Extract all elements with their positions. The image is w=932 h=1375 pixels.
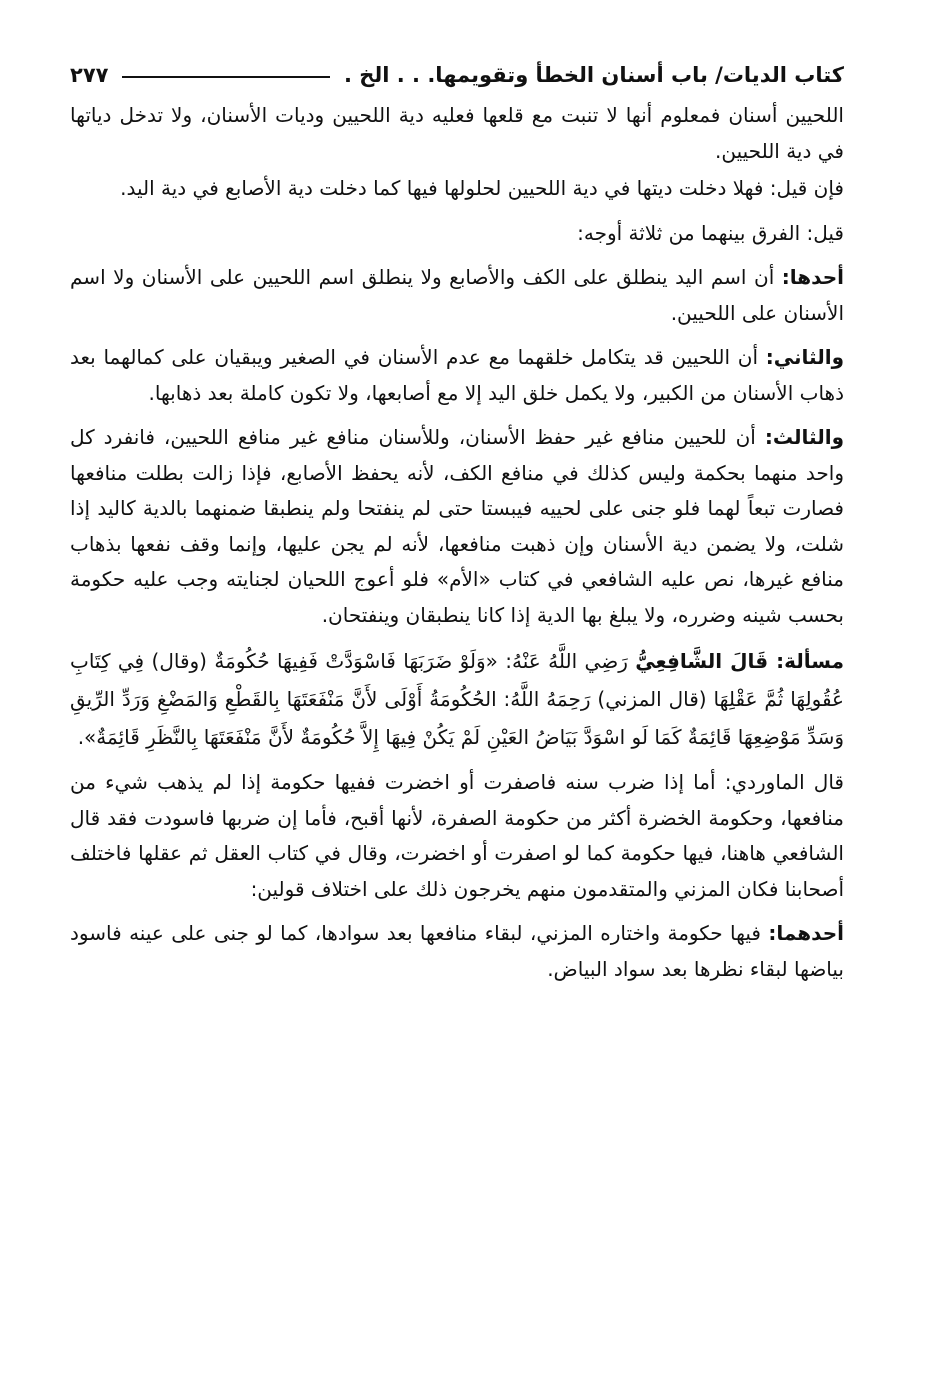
paragraph-text: قيل: الفرق بينهما من ثلاثة أوجه:	[577, 220, 844, 245]
paragraph-lead: مسألة: قَالَ الشَّافِعِيُّ	[635, 649, 844, 673]
paragraph-lead: أحدها:	[781, 265, 844, 289]
paragraph-text: فإن قيل: فهلا دخلت ديتها في دية اللحيين لحلولها فيها كما دخلت دية الأصابع في دية اليد.	[120, 176, 844, 200]
paragraph-text: رَضِي اللَّهُ عَنْهُ: «وَلَوْ ضَرَبَهَا فَاسْوَدَّتْ فَفِيهَا حُكُومَةٌ (وقال) فِي كِتَابِ عُقُولِهَا ثُمَّ عَقْلِهَا (قال المزني) رَحِمَهُ اللَّهُ: الحُكُومَةُ أَوْلَى لأَنَّ مَنْفَعَتَهَا بِالقَطْعِ وَالمَضْغِ وَرَدِّ الرِّيقِ وَسَدِّ مَوْضِعِهَا قَائِمَةٌ كَمَا لَو اسْوَدَّ بَيَاضُ العَيْنِ لَمْ يَكُنْ فِيهَا إِلاَّ حُكُومَةٌ لأَنَّ مَنْفَعَتَهَا بِالنَّظَرِ قَائِمَةٌ».	[70, 649, 844, 749]
paragraph-first-reason	[70, 260, 844, 331]
paragraph-first-opinion	[70, 916, 844, 987]
paragraph-reply	[70, 216, 844, 252]
paragraph-continuation	[70, 98, 844, 169]
paragraph-second-reason	[70, 340, 844, 411]
paragraph-text: اللحيين أسنان فمعلوم أنها لا تنبت مع قلعها فعليه دية اللحيين وديات الأسنان، ولا تدخل دياتها في دية اللحيين.	[70, 103, 844, 163]
book-page	[70, 58, 844, 996]
paragraph-text: فيها حكومة واختاره المزني، لبقاء منافعها بعد سوادها، كما لو جنى على عينه فاسود بياضها لبقاء نظرها بعد سواد البياض.	[70, 921, 844, 981]
paragraph-objection	[70, 171, 844, 207]
paragraph-third-reason	[70, 420, 844, 633]
header-title: كتاب الديات/ باب أسنان الخطأ وتقويمها. . . الخ .	[343, 63, 844, 87]
paragraph-text: أن للحيين منافع غير حفظ الأسنان، وللأسنان منافع غير منافع اللحيين، فانفرد كل واحد منهما بحكمة وليس كذلك في منافع الكف، لأنه يحفظ الأصابع، فإذا زالت بطلت منافعها فصارت تبعاً لهما فلو جنى على لحييه فيبستا حتى لم ينفتحا ولم ينطبقا ضمنهما بالدية كاليد إذا شلت، ولا يضمن دية الأسنان وإن ذهبت منافعها، لأنه لم يجن عليها، وإنما وقف نفعها بذهاب منافع غيرها، نص عليه الشافعي في كتاب «الأم» فلو أعوج اللحيان لجنايته وجب عليه حكومة بحسب شينه وضرره، ولا يبلغ بها الدية إذا كانا ينطبقان وينفتحان.	[70, 425, 844, 627]
paragraph-text: أن اسم اليد ينطلق على الكف والأصابع ولا ينطلق اسم اللحيين على الأسنان ولا اسم الأسنان على اللحيين.	[70, 265, 844, 325]
paragraph-lead: والثاني:	[765, 345, 844, 369]
paragraph-masala	[70, 642, 844, 756]
page-number: ٢٧٧	[70, 63, 109, 87]
paragraph-mawardi	[70, 765, 844, 907]
paragraph-text: أن اللحيين قد يتكامل خلقهما مع عدم الأسنان في الصغير ويبقيان على كمالهما بعد ذهاب الأسنان من الكبير، ولا يكمل خلق اليد إلا مع أصابعها، ولا تكون كاملة بعد ذهابها.	[70, 345, 844, 405]
paragraph-lead: والثالث:	[764, 425, 844, 449]
paragraph-lead: أحدهما:	[768, 921, 844, 945]
header-rule	[122, 76, 329, 78]
paragraph-text: قال الماوردي: أما إذا ضرب سنه فاصفرت أو اخضرت ففيها حكومة إذا لم يذهب شيء من منافعها، وحكومة الخضرة أكثر من حكومة الصفرة، لأنها أقبح، فأما إن ضربها فاسودت فقد قال الشافعي هاهنا، فيها حكومة كما لو اصفرت أو اخضرت، وقال في كتاب العقل ثم عقلها فاختلف أصحابنا فكان المزني والمتقدمون منهم يخرجون ذلك على اختلاف قولين:	[70, 770, 844, 901]
running-header	[70, 58, 844, 92]
